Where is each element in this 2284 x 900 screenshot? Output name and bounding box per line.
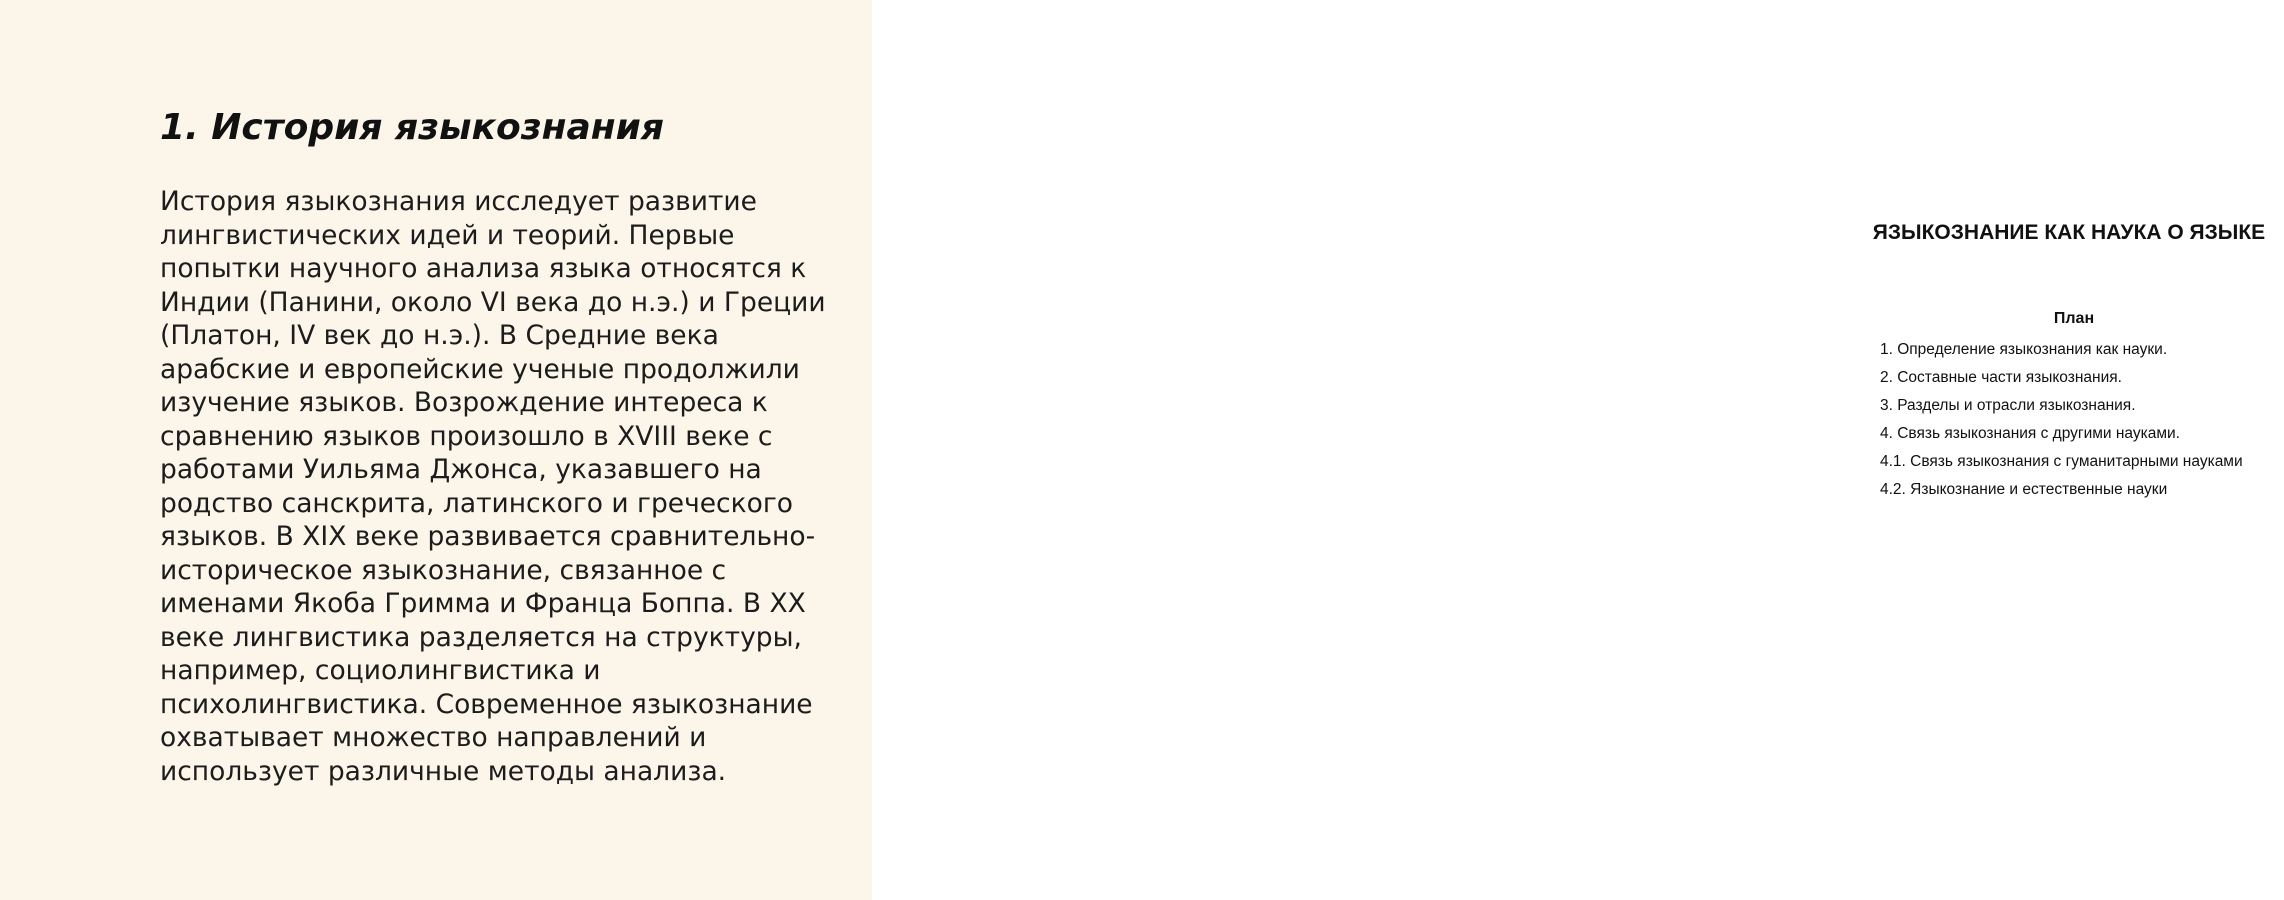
plan-item: 4.2. Языкознание и естественные науки: [1880, 481, 2168, 498]
left-content-panel: [0, 0, 872, 900]
plan-item: 2. Составные части языкознания.: [1880, 369, 2122, 386]
plan-item: 4.1. Связь языкознания с гуманитарными науками: [1880, 453, 2243, 470]
plan-item: 4. Связь языкознания с другими науками.: [1880, 425, 2180, 442]
plan-item: 1. Определение языкознания как науки.: [1880, 341, 2168, 358]
plan-list: [1880, 338, 2264, 506]
plan-heading: План: [2053, 310, 2095, 327]
plan-item: 3. Разделы и отрасли языкознания.: [1880, 397, 2136, 414]
document-image: [1864, 210, 2284, 550]
document-title: ЯЗЫКОЗНАНИЕ КАК НАУКА О ЯЗЫКЕ: [1872, 221, 2266, 244]
section-heading: 1. История языкознания: [160, 107, 665, 148]
section-body-text: История языкознания исследует развитие лингвистических идей и теорий. Первые попытки научного анализа языка относятся к Индии (Панини, около VI века до н.э.) и Греции (Платон, IV век до н.э.). В Средние века арабские и европейские ученые продолжили изучение языков. Возрождение интереса к сравнению языков произошло в XVIII веке с работами Уильяма Джонса, указавшего на родство санскрита, латинского и греческого языков. В XIX веке развивается сравнительно-историческое языкознание, связанное с именами Якоба Гримма и Франца Боппа. В XX веке лингвистика разделяется на структуры, например, социолингвистика и психолингвистика. Современное языкознание охватывает множество направлений и использует различные методы анализа.: [160, 186, 826, 787]
right-image-panel: [872, 0, 2266, 900]
